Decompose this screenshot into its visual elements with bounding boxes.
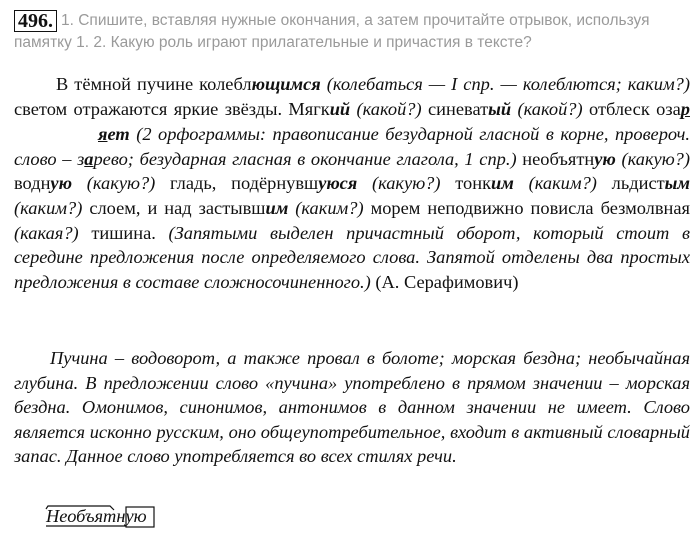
orthogram-letter: р bbox=[680, 98, 690, 119]
author-attribution: (А. Серафимович) bbox=[370, 271, 519, 292]
morphemic-analysis bbox=[44, 505, 149, 527]
orthogram-vowel-letter: я bbox=[98, 124, 108, 145]
text-run: В тёмной пучине колебл bbox=[56, 74, 252, 94]
grammar-note: рево; безударная гласная в окончание глагола, 1 спр.) bbox=[93, 148, 517, 169]
exercise-instruction: 1. Спишите, вставляя нужные окончания, а затем прочитайте отрывок, используя памятку 1. 2. Какую роль играют прилагательные и причастия в тексте? bbox=[14, 12, 650, 51]
text-run: тишина. bbox=[78, 222, 169, 243]
grammar-note: (какой?) bbox=[511, 98, 583, 119]
text-run: водн bbox=[14, 173, 51, 194]
grammar-note: (каким?) bbox=[288, 197, 364, 218]
text-run: отблеск оза bbox=[582, 98, 681, 119]
grammar-note: (каким?) bbox=[14, 197, 83, 218]
ending-highlight: ет bbox=[107, 124, 130, 145]
grammar-note: (какую?) bbox=[72, 173, 156, 194]
grammar-note: (2 орфограммы: правописание безударной гласной в корне, провероч. слово – з bbox=[14, 124, 690, 169]
ending-highlight: им bbox=[491, 173, 514, 194]
text-run: морем неподвижно повисла безмолвная bbox=[363, 197, 691, 218]
grammar-note: (какую?) bbox=[357, 173, 441, 194]
analyzed-word bbox=[44, 506, 149, 526]
punctuation-note: (Запятыми выделен причастный оборот, который стоит в середине предложения после определяемого слова. Запятой отделены два простых предложения в составе сложносочиненного.) bbox=[14, 222, 690, 292]
text-run: необъятн bbox=[516, 148, 595, 169]
ending-highlight: ий bbox=[329, 98, 351, 119]
ending-highlight: уюся bbox=[318, 173, 358, 194]
ending-highlight: ую bbox=[594, 148, 616, 169]
word-analysis-paragraph: Пучина – водоворот, а также провал в болоте; морская бездна; необычайная глубина. В предложении слово «пучина» употреблено в прямом значении – морская бездна. Омонимов, синонимов, антонимов в данном значении не имеет. Слово является исконно русским, оно общеупотребительное, входит в активный словарный запас. Данное слово употребляется во всех стилях речи. bbox=[14, 348, 690, 467]
exercise-header bbox=[14, 10, 688, 54]
exercise-number: 496. bbox=[14, 10, 57, 32]
ending-highlight: ющимся bbox=[251, 74, 321, 94]
ending-highlight: ый bbox=[488, 98, 512, 119]
ending-highlight: ую bbox=[50, 173, 73, 194]
grammar-note: (какой?) bbox=[350, 98, 422, 119]
orthogram-letter: а bbox=[84, 148, 94, 169]
text-run: синеват bbox=[421, 98, 489, 119]
text-run: тонк bbox=[440, 173, 492, 194]
ending-highlight: ым bbox=[664, 173, 691, 194]
grammar-note: (какая?) bbox=[14, 222, 79, 243]
orthogram-vowel bbox=[14, 121, 107, 147]
text-run: светом отражаются яркие звёзды. Мягк bbox=[14, 98, 330, 119]
main-text-paragraph bbox=[14, 72, 690, 294]
word-stem: Необъятн bbox=[46, 506, 126, 526]
text-run: льдист bbox=[596, 173, 665, 194]
grammar-note: (колебаться — I спр. — колеблются; каким?) bbox=[320, 74, 690, 94]
grammar-note: (каким?) bbox=[513, 173, 597, 194]
word-ending: ую bbox=[125, 506, 147, 526]
ending-highlight: им bbox=[265, 197, 289, 218]
grammar-note: (какую?) bbox=[615, 148, 690, 169]
text-run: гладь, подёрнувш bbox=[155, 173, 319, 194]
text-run: слоем, и над застывш bbox=[82, 197, 266, 218]
